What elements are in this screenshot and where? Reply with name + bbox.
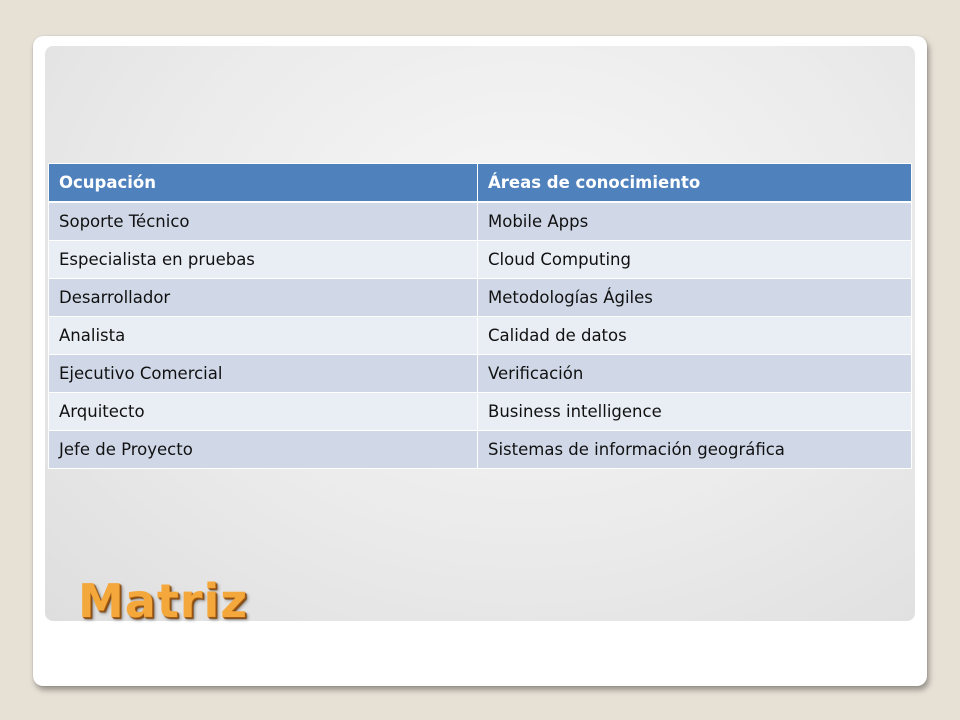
table-row [49, 431, 912, 469]
cell-area: Business intelligence [478, 393, 912, 431]
header-areas: Áreas de conocimiento [478, 164, 912, 203]
table-row [49, 393, 912, 431]
cell-ocupacion: Arquitecto [49, 393, 478, 431]
table-header-row [49, 164, 912, 203]
table-row [49, 241, 912, 279]
cell-ocupacion: Ejecutivo Comercial [49, 355, 478, 393]
cell-area: Calidad de datos [478, 317, 912, 355]
cell-ocupacion: Desarrollador [49, 279, 478, 317]
cell-area: Mobile Apps [478, 202, 912, 241]
cell-area: Sistemas de información geográfica [478, 431, 912, 469]
table-row [49, 202, 912, 241]
content-panel [45, 46, 915, 628]
cell-ocupacion: Analista [49, 317, 478, 355]
table-row [49, 279, 912, 317]
cell-area: Verificación [478, 355, 912, 393]
slide-frame [33, 36, 927, 686]
table-row [49, 355, 912, 393]
header-ocupacion: Ocupación [49, 164, 478, 203]
cell-ocupacion: Soporte Técnico [49, 202, 478, 241]
matrix-table [48, 163, 912, 469]
table-row [49, 317, 912, 355]
cell-area: Cloud Computing [478, 241, 912, 279]
slide-title: Matriz [78, 574, 249, 628]
cell-area: Metodologías Ágiles [478, 279, 912, 317]
cell-ocupacion: Especialista en pruebas [49, 241, 478, 279]
cell-ocupacion: Jefe de Proyecto [49, 431, 478, 469]
